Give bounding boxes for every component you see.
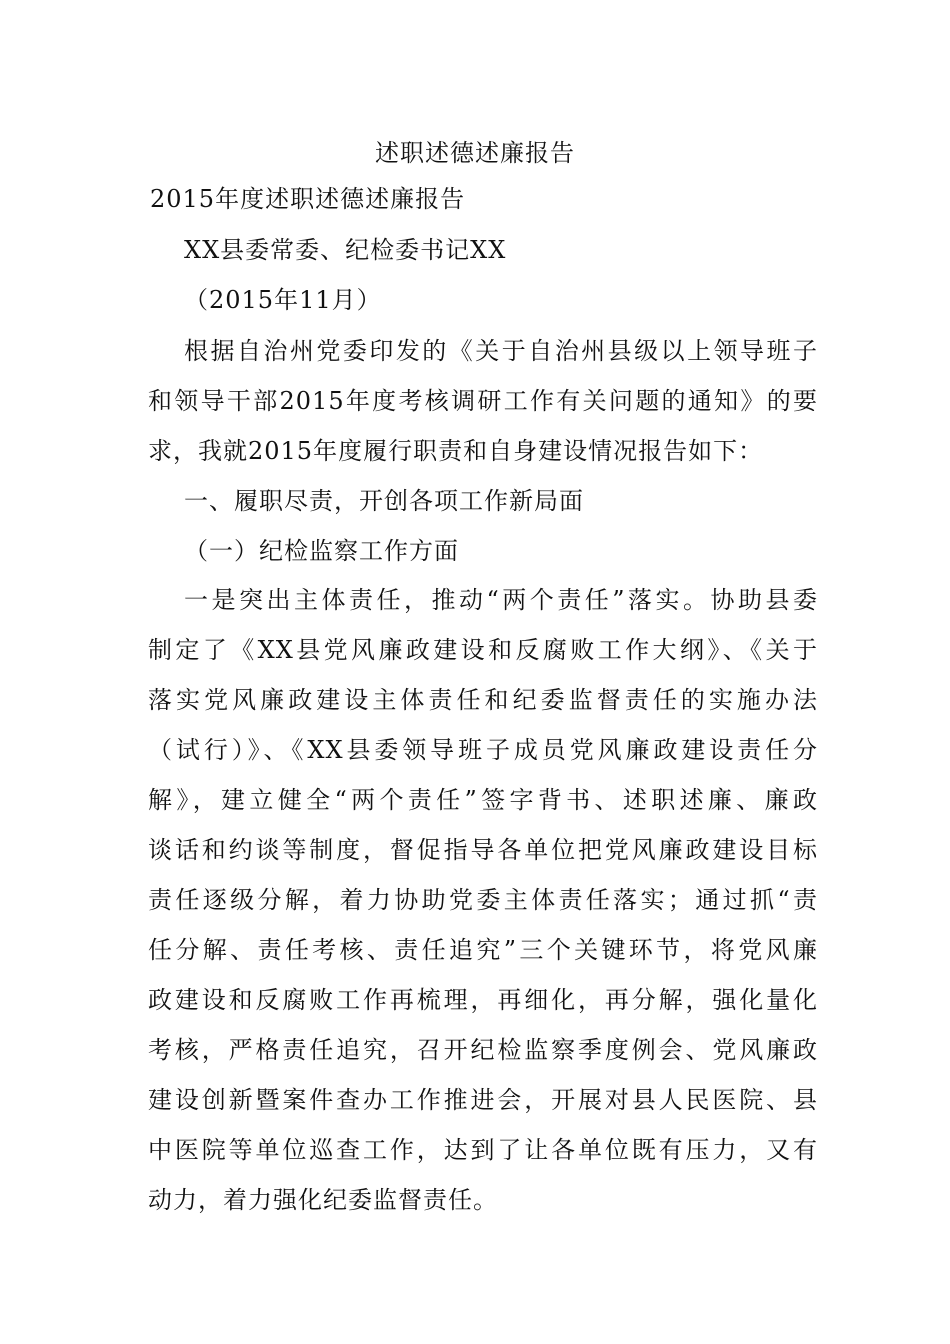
body-paragraph-line: 责任逐级分解，着力协助党委主体责任落实；通过抓“责 [148,886,818,914]
date-line: （2015年11月） [184,286,382,314]
intro-paragraph-line: 求，我就2015年度履行职责和自身建设情况报告如下： [148,437,764,465]
body-paragraph-line: 落实党风廉政建设主体责任和纪委监督责任的实施办法 [148,686,818,714]
body-paragraph-line: 考核，严格责任追究，召开纪检监察季度例会、党风廉政 [148,1036,818,1064]
body-paragraph-line: 动力，着力强化纪委监督责任。 [148,1186,498,1214]
body-paragraph-line: 建设创新暨案件查办工作推进会，开展对县人民医院、县 [148,1086,818,1114]
body-paragraph-line: 中医院等单位巡查工作，达到了让各单位既有压力，又有 [148,1136,818,1164]
intro-paragraph-line: 和领导干部2015年度考核调研工作有关问题的通知》的要 [148,387,818,415]
body-paragraph-line: 任分解、责任考核、责任追究”三个关键环节，将党风廉 [148,936,818,964]
body-paragraph-line: 一是突出主体责任，推动“两个责任”落实。协助县委 [184,586,818,614]
document-subtitle: 2015年度述职述德述廉报告 [150,185,466,213]
body-paragraph-line: 谈话和约谈等制度，督促指导各单位把党风廉政建设目标 [148,836,818,864]
body-paragraph-line: （试行）》、《XX县委领导班子成员党风廉政建设责任分 [148,736,818,764]
body-paragraph-line: 制定了《XX县党风廉政建设和反腐败工作大纲》、《关于 [148,636,818,664]
body-paragraph-line: 政建设和反腐败工作再梳理，再细化，再分解，强化量化 [148,986,818,1014]
body-paragraph-line: 解》，建立健全“两个责任”签字背书、述职述廉、廉政 [148,786,818,814]
subsection-heading: （一）纪检监察工作方面 [184,537,459,565]
intro-paragraph-line: 根据自治州党委印发的《关于自治州县级以上领导班子 [184,337,818,365]
document-title: 述职述德述廉报告 [375,139,575,167]
section-heading: 一、履职尽责，开创各项工作新局面 [184,487,584,515]
author-line: XX县委常委、纪检委书记XX [184,236,507,264]
